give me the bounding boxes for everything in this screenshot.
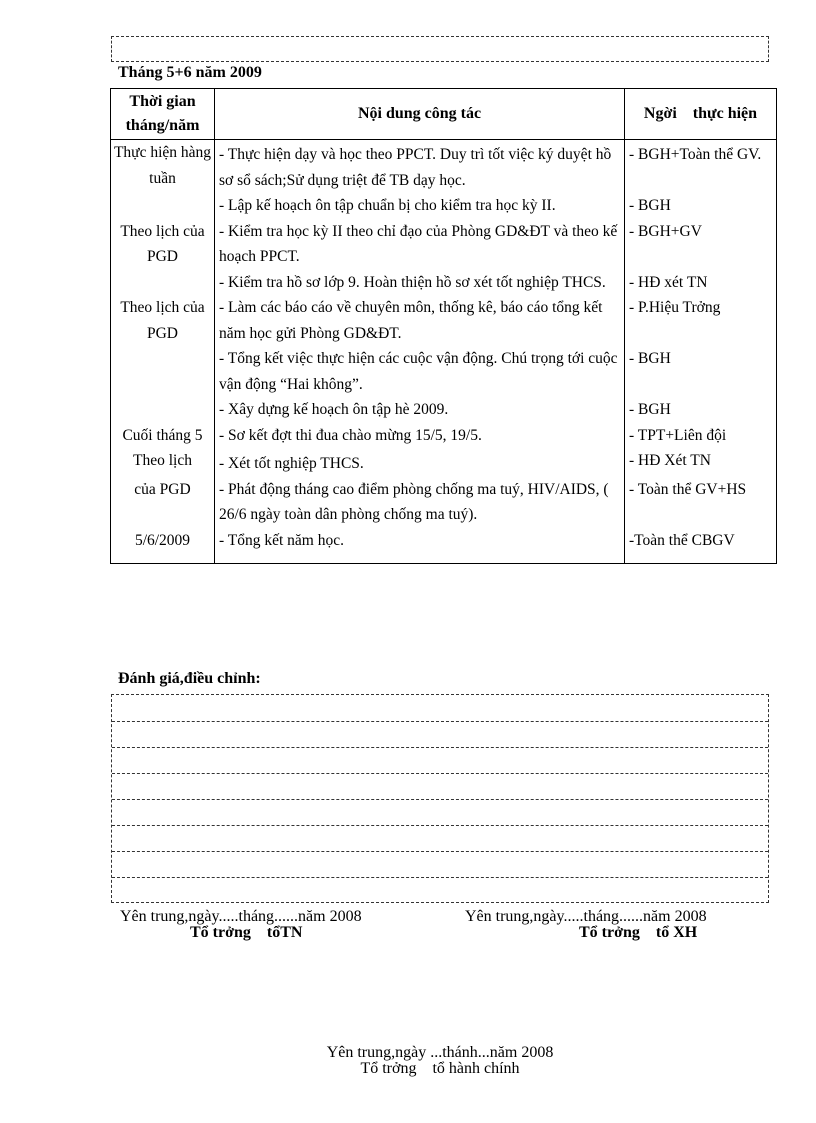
signature-bottom-role: Tổ trởng tổ hành chính: [360, 1060, 520, 1077]
evaluation-title: Đánh giá,điều chỉnh:: [118, 670, 261, 687]
row-content: - Thực hiện dạy và học theo PPCT. Duy trì tốt việc ký duyệt hồ sơ sổ sách;Sử dụng triệt để TB dạy học.: [215, 140, 625, 194]
signature-right-place: Yên trung,ngày.....tháng......năm 2008: [465, 908, 707, 925]
row-performer: -Toàn thể CBGV: [625, 528, 777, 564]
table-row: [111, 219, 777, 270]
row-content: - Phát động tháng cao điểm phòng chống ma tuý, HIV/AIDS, ( 26/6 ngày toàn dân phòng chống ma tuý).: [215, 477, 625, 528]
evaluation-line: [112, 721, 768, 722]
row-content: - Xét tốt nghiệp THCS.: [215, 448, 625, 477]
signature-bottom-place: Yên trung,ngày ...thánh...năm 2008: [326, 1044, 554, 1061]
evaluation-line: [112, 799, 768, 800]
signature-right: [465, 909, 707, 941]
row-content: - Lập kế hoạch ôn tập chuẩn bị cho kiểm tra học kỳ II.: [215, 193, 625, 219]
row-performer: - BGH: [625, 193, 777, 219]
row-performer: - BGH+GV: [625, 219, 777, 270]
top-dotted-box: [111, 36, 769, 62]
evaluation-line: [112, 877, 768, 878]
row-content: - Sơ kết đợt thi đua chào mừng 15/5, 19/5.: [215, 423, 625, 449]
row-time: của PGD: [111, 477, 215, 528]
row-performer: - HĐ xét TN: [625, 270, 777, 296]
row-time: [111, 346, 215, 397]
row-content: - Làm các báo cáo về chuyên môn, thống kê, báo cáo tổng kết năm học gửi Phòng GD&ĐT.: [215, 295, 625, 346]
month-title: Tháng 5+6 năm 2009: [118, 64, 262, 81]
signature-bottom: [0, 1045, 816, 1077]
signature-left-place: Yên trung,ngày.....tháng......năm 2008: [120, 908, 362, 925]
table-row: [111, 295, 777, 346]
evaluation-line: [112, 825, 768, 826]
evaluation-line: [112, 747, 768, 748]
row-time: 5/6/2009: [111, 528, 215, 564]
row-time: [111, 270, 215, 296]
row-performer: - P.Hiệu Trởng: [625, 295, 777, 346]
table-row: [111, 397, 777, 423]
row-time: Theo lịch: [111, 448, 215, 477]
table-row: [111, 346, 777, 397]
signature-right-role: Tổ trởng tổ XH: [579, 924, 698, 941]
evaluation-line: [112, 773, 768, 774]
row-content: - Tổng kết năm học.: [215, 528, 625, 564]
row-performer: - BGH: [625, 346, 777, 397]
row-performer: - TPT+Liên đội: [625, 423, 777, 449]
row-time: Theo lịch của PGD: [111, 295, 215, 346]
evaluation-line: [112, 851, 768, 852]
table-row: [111, 528, 777, 564]
table-row: [111, 423, 777, 449]
row-performer: - HĐ Xét TN: [625, 448, 777, 477]
row-performer: - BGH: [625, 397, 777, 423]
row-performer: - BGH+Toàn thể GV.: [625, 140, 777, 194]
row-time: Cuối tháng 5: [111, 423, 215, 449]
work-plan-table: [110, 88, 777, 564]
signature-left-role: Tổ trởng tổTN: [190, 924, 303, 941]
table-row: [111, 448, 777, 477]
evaluation-box: [111, 694, 769, 903]
row-time: [111, 193, 215, 219]
row-content: - Xây dựng kế hoạch ôn tập hè 2009.: [215, 397, 625, 423]
row-performer: - Toàn thể GV+HS: [625, 477, 777, 528]
table-row: [111, 193, 777, 219]
header-performer: Ngời thực hiện: [625, 89, 777, 140]
row-time: Thực hiện hàng tuần: [111, 140, 215, 194]
table-row: [111, 140, 777, 194]
table-header-row: [111, 89, 777, 140]
row-content: - Kiểm tra học kỳ II theo chỉ đạo của Phòng GD&ĐT và theo kế hoạch PPCT.: [215, 219, 625, 270]
header-time: Thời gian tháng/năm: [111, 89, 215, 140]
row-time: [111, 397, 215, 423]
signature-left: [120, 909, 362, 941]
row-time: Theo lịch của PGD: [111, 219, 215, 270]
table-row: [111, 477, 777, 528]
table-row: [111, 270, 777, 296]
row-content: - Kiểm tra hồ sơ lớp 9. Hoàn thiện hồ sơ xét tốt nghiệp THCS.: [215, 270, 625, 296]
header-content: Nội dung công tác: [215, 89, 625, 140]
row-content: - Tổng kết việc thực hiện các cuộc vận động. Chú trọng tới cuộc vận động “Hai không”.: [215, 346, 625, 397]
